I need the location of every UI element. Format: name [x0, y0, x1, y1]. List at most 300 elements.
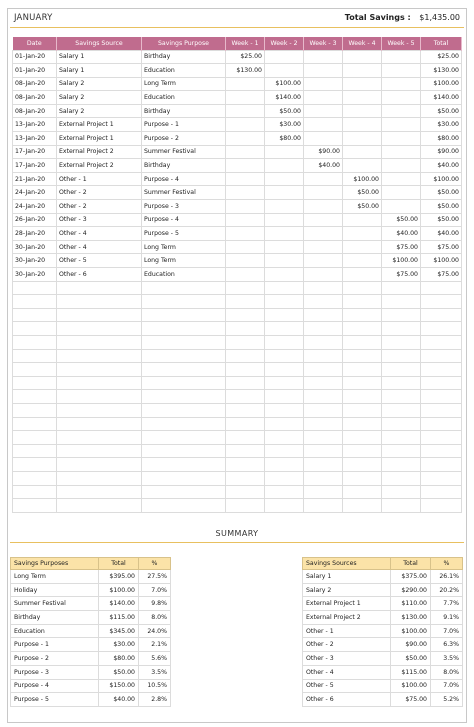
table-cell[interactable]	[343, 458, 382, 472]
table-cell[interactable]	[57, 444, 142, 458]
table-cell[interactable]	[57, 281, 142, 295]
table-cell[interactable]: $75.00	[382, 240, 421, 254]
table-cell[interactable]	[226, 499, 265, 513]
table-cell[interactable]	[304, 281, 343, 295]
table-cell[interactable]	[13, 295, 57, 309]
table-cell[interactable]: Other - 6	[57, 268, 142, 282]
table-cell[interactable]	[13, 458, 57, 472]
table-cell[interactable]: $140.00	[421, 91, 462, 105]
table-cell[interactable]	[226, 485, 265, 499]
table-cell[interactable]	[265, 322, 304, 336]
table-cell[interactable]	[421, 390, 462, 404]
table-cell[interactable]: $80.00	[265, 132, 304, 146]
table-cell[interactable]	[382, 485, 421, 499]
table-cell[interactable]	[421, 308, 462, 322]
table-cell[interactable]	[142, 322, 226, 336]
table-cell[interactable]: Education	[142, 268, 226, 282]
table-cell[interactable]	[304, 363, 343, 377]
table-cell[interactable]	[304, 77, 343, 91]
table-cell[interactable]: Other - 4	[57, 240, 142, 254]
table-cell[interactable]	[13, 417, 57, 431]
table-cell[interactable]: $50.00	[382, 213, 421, 227]
table-cell[interactable]: 08-Jan-20	[13, 77, 57, 91]
table-cell[interactable]: $25.00	[421, 50, 462, 64]
table-cell[interactable]	[382, 132, 421, 146]
table-cell[interactable]	[343, 213, 382, 227]
table-cell[interactable]	[226, 159, 265, 173]
table-cell[interactable]: $40.00	[421, 227, 462, 241]
table-cell[interactable]	[265, 254, 304, 268]
table-cell[interactable]: External Project 1	[57, 118, 142, 132]
table-cell[interactable]	[304, 240, 343, 254]
table-cell[interactable]	[304, 322, 343, 336]
table-cell[interactable]	[13, 376, 57, 390]
table-cell[interactable]: Salary 2	[57, 77, 142, 91]
table-cell[interactable]: $75.00	[421, 240, 462, 254]
table-cell[interactable]	[304, 458, 343, 472]
table-cell[interactable]	[265, 417, 304, 431]
table-cell[interactable]	[142, 349, 226, 363]
table-cell[interactable]: Purpose - 3	[142, 200, 226, 214]
table-cell[interactable]	[226, 91, 265, 105]
table-cell[interactable]: 28-Jan-20	[13, 227, 57, 241]
table-cell[interactable]: $75.00	[421, 268, 462, 282]
table-cell[interactable]	[343, 118, 382, 132]
table-cell[interactable]: Purpose - 4	[142, 172, 226, 186]
table-cell[interactable]: 01-Jan-20	[13, 50, 57, 64]
table-cell[interactable]: Salary 1	[57, 64, 142, 78]
table-cell[interactable]	[265, 240, 304, 254]
table-cell[interactable]	[57, 363, 142, 377]
table-cell[interactable]	[265, 485, 304, 499]
table-cell[interactable]	[343, 132, 382, 146]
table-cell[interactable]	[382, 281, 421, 295]
table-cell[interactable]	[304, 444, 343, 458]
table-cell[interactable]	[265, 390, 304, 404]
table-cell[interactable]	[343, 104, 382, 118]
table-cell[interactable]	[382, 335, 421, 349]
table-cell[interactable]	[265, 444, 304, 458]
table-cell[interactable]	[57, 471, 142, 485]
table-cell[interactable]	[343, 50, 382, 64]
table-cell[interactable]	[304, 308, 343, 322]
table-cell[interactable]: Salary 2	[57, 91, 142, 105]
table-cell[interactable]	[226, 132, 265, 146]
table-cell[interactable]	[226, 200, 265, 214]
table-cell[interactable]	[265, 186, 304, 200]
table-cell[interactable]: Other - 2	[57, 200, 142, 214]
table-cell[interactable]: $80.00	[421, 132, 462, 146]
table-cell[interactable]: 08-Jan-20	[13, 91, 57, 105]
table-cell[interactable]	[304, 390, 343, 404]
table-cell[interactable]	[343, 268, 382, 282]
table-cell[interactable]	[343, 471, 382, 485]
table-cell[interactable]	[343, 485, 382, 499]
table-cell[interactable]: $90.00	[421, 145, 462, 159]
table-cell[interactable]	[13, 499, 57, 513]
table-cell[interactable]	[382, 295, 421, 309]
table-cell[interactable]	[304, 376, 343, 390]
table-cell[interactable]	[382, 471, 421, 485]
table-cell[interactable]	[226, 458, 265, 472]
table-cell[interactable]: Purpose - 5	[142, 227, 226, 241]
table-cell[interactable]: $50.00	[343, 186, 382, 200]
table-cell[interactable]: 24-Jan-20	[13, 200, 57, 214]
table-cell[interactable]	[142, 390, 226, 404]
table-cell[interactable]	[343, 295, 382, 309]
table-cell[interactable]	[421, 322, 462, 336]
table-cell[interactable]: $50.00	[421, 213, 462, 227]
table-cell[interactable]	[142, 444, 226, 458]
table-cell[interactable]: $130.00	[226, 64, 265, 78]
table-cell[interactable]: Other - 3	[57, 213, 142, 227]
table-cell[interactable]	[142, 471, 226, 485]
table-cell[interactable]	[13, 322, 57, 336]
table-cell[interactable]	[382, 104, 421, 118]
table-cell[interactable]	[226, 145, 265, 159]
table-cell[interactable]	[226, 322, 265, 336]
table-cell[interactable]: Other - 4	[57, 227, 142, 241]
table-cell[interactable]: $40.00	[382, 227, 421, 241]
table-cell[interactable]: $140.00	[265, 91, 304, 105]
table-cell[interactable]	[343, 159, 382, 173]
table-cell[interactable]	[226, 431, 265, 445]
table-cell[interactable]	[265, 403, 304, 417]
table-cell[interactable]: $100.00	[382, 254, 421, 268]
table-cell[interactable]	[382, 200, 421, 214]
table-cell[interactable]: Purpose - 4	[142, 213, 226, 227]
table-cell[interactable]	[382, 322, 421, 336]
table-cell[interactable]	[382, 91, 421, 105]
table-cell[interactable]	[421, 471, 462, 485]
table-cell[interactable]	[382, 50, 421, 64]
table-cell[interactable]	[13, 403, 57, 417]
table-cell[interactable]	[382, 444, 421, 458]
table-cell[interactable]	[265, 458, 304, 472]
table-cell[interactable]	[265, 335, 304, 349]
table-cell[interactable]: Other - 1	[57, 172, 142, 186]
table-cell[interactable]	[265, 376, 304, 390]
table-cell[interactable]	[382, 64, 421, 78]
table-cell[interactable]	[382, 376, 421, 390]
table-cell[interactable]	[13, 431, 57, 445]
table-cell[interactable]: Birthday	[142, 159, 226, 173]
table-cell[interactable]	[421, 363, 462, 377]
table-cell[interactable]	[226, 295, 265, 309]
table-cell[interactable]	[226, 335, 265, 349]
table-cell[interactable]	[226, 308, 265, 322]
table-cell[interactable]	[57, 417, 142, 431]
table-cell[interactable]: Salary 1	[57, 50, 142, 64]
table-cell[interactable]	[304, 335, 343, 349]
table-cell[interactable]	[13, 471, 57, 485]
table-cell[interactable]	[13, 281, 57, 295]
table-cell[interactable]: Purpose - 1	[142, 118, 226, 132]
table-cell[interactable]	[226, 227, 265, 241]
table-cell[interactable]	[421, 335, 462, 349]
table-cell[interactable]: 13-Jan-20	[13, 118, 57, 132]
table-cell[interactable]: External Project 2	[57, 159, 142, 173]
table-cell[interactable]	[226, 444, 265, 458]
table-cell[interactable]	[265, 471, 304, 485]
table-cell[interactable]: 30-Jan-20	[13, 268, 57, 282]
table-cell[interactable]	[382, 499, 421, 513]
table-cell[interactable]	[382, 349, 421, 363]
table-cell[interactable]	[13, 349, 57, 363]
table-cell[interactable]	[382, 390, 421, 404]
table-cell[interactable]	[57, 485, 142, 499]
table-cell[interactable]	[57, 390, 142, 404]
table-cell[interactable]: $50.00	[421, 200, 462, 214]
table-cell[interactable]	[265, 363, 304, 377]
table-cell[interactable]: 17-Jan-20	[13, 145, 57, 159]
table-cell[interactable]	[421, 431, 462, 445]
table-cell[interactable]	[304, 172, 343, 186]
table-cell[interactable]	[265, 50, 304, 64]
table-cell[interactable]	[265, 499, 304, 513]
table-cell[interactable]	[304, 499, 343, 513]
table-cell[interactable]	[343, 349, 382, 363]
table-cell[interactable]	[226, 213, 265, 227]
table-cell[interactable]: 21-Jan-20	[13, 172, 57, 186]
table-cell[interactable]: $130.00	[421, 64, 462, 78]
table-cell[interactable]	[382, 159, 421, 173]
table-cell[interactable]	[304, 104, 343, 118]
table-cell[interactable]	[343, 227, 382, 241]
table-cell[interactable]	[421, 444, 462, 458]
table-cell[interactable]: 01-Jan-20	[13, 64, 57, 78]
table-cell[interactable]	[421, 376, 462, 390]
table-cell[interactable]	[304, 268, 343, 282]
table-cell[interactable]	[226, 268, 265, 282]
table-cell[interactable]	[343, 77, 382, 91]
table-cell[interactable]	[13, 363, 57, 377]
table-cell[interactable]: $100.00	[343, 172, 382, 186]
table-cell[interactable]	[382, 308, 421, 322]
table-cell[interactable]	[226, 363, 265, 377]
table-cell[interactable]: $25.00	[226, 50, 265, 64]
table-cell[interactable]	[343, 417, 382, 431]
table-cell[interactable]	[304, 50, 343, 64]
table-cell[interactable]	[304, 91, 343, 105]
table-cell[interactable]	[226, 403, 265, 417]
table-cell[interactable]	[382, 172, 421, 186]
table-cell[interactable]: $40.00	[421, 159, 462, 173]
table-cell[interactable]: 26-Jan-20	[13, 213, 57, 227]
table-cell[interactable]: $90.00	[304, 145, 343, 159]
table-cell[interactable]	[265, 213, 304, 227]
table-cell[interactable]	[265, 64, 304, 78]
table-cell[interactable]	[142, 295, 226, 309]
table-cell[interactable]	[226, 118, 265, 132]
table-cell[interactable]	[343, 240, 382, 254]
table-cell[interactable]	[226, 254, 265, 268]
table-cell[interactable]	[343, 376, 382, 390]
table-cell[interactable]: $100.00	[265, 77, 304, 91]
table-cell[interactable]	[57, 322, 142, 336]
table-cell[interactable]	[343, 431, 382, 445]
table-cell[interactable]	[142, 376, 226, 390]
table-cell[interactable]	[57, 295, 142, 309]
table-cell[interactable]	[304, 417, 343, 431]
table-cell[interactable]	[265, 227, 304, 241]
table-cell[interactable]	[57, 431, 142, 445]
table-cell[interactable]: 30-Jan-20	[13, 240, 57, 254]
table-cell[interactable]	[142, 485, 226, 499]
table-cell[interactable]: $50.00	[421, 186, 462, 200]
table-cell[interactable]	[142, 308, 226, 322]
table-cell[interactable]: Birthday	[142, 104, 226, 118]
table-cell[interactable]	[226, 376, 265, 390]
table-cell[interactable]: Purpose - 2	[142, 132, 226, 146]
table-cell[interactable]	[57, 349, 142, 363]
table-cell[interactable]	[304, 227, 343, 241]
table-cell[interactable]	[382, 363, 421, 377]
table-cell[interactable]: $30.00	[421, 118, 462, 132]
table-cell[interactable]	[226, 77, 265, 91]
table-cell[interactable]	[343, 308, 382, 322]
table-cell[interactable]: 08-Jan-20	[13, 104, 57, 118]
table-cell[interactable]	[265, 349, 304, 363]
table-cell[interactable]	[343, 403, 382, 417]
table-cell[interactable]	[304, 349, 343, 363]
table-cell[interactable]	[304, 118, 343, 132]
table-cell[interactable]	[142, 417, 226, 431]
table-cell[interactable]	[421, 349, 462, 363]
table-cell[interactable]	[382, 431, 421, 445]
table-cell[interactable]	[265, 172, 304, 186]
table-cell[interactable]	[265, 295, 304, 309]
table-cell[interactable]	[343, 499, 382, 513]
table-cell[interactable]: Other - 2	[57, 186, 142, 200]
table-cell[interactable]	[226, 240, 265, 254]
table-cell[interactable]	[343, 390, 382, 404]
table-cell[interactable]	[265, 145, 304, 159]
table-cell[interactable]	[226, 390, 265, 404]
table-cell[interactable]	[226, 281, 265, 295]
table-cell[interactable]	[343, 281, 382, 295]
table-cell[interactable]	[265, 268, 304, 282]
table-cell[interactable]	[343, 363, 382, 377]
table-cell[interactable]: $100.00	[421, 77, 462, 91]
table-cell[interactable]: $100.00	[421, 254, 462, 268]
table-cell[interactable]: $50.00	[343, 200, 382, 214]
table-cell[interactable]	[382, 118, 421, 132]
table-cell[interactable]	[265, 159, 304, 173]
table-cell[interactable]: $50.00	[265, 104, 304, 118]
table-cell[interactable]: 17-Jan-20	[13, 159, 57, 173]
table-cell[interactable]	[265, 200, 304, 214]
table-cell[interactable]	[304, 295, 343, 309]
table-cell[interactable]	[13, 485, 57, 499]
table-cell[interactable]	[13, 444, 57, 458]
table-cell[interactable]	[142, 335, 226, 349]
table-cell[interactable]	[57, 499, 142, 513]
table-cell[interactable]	[265, 281, 304, 295]
table-cell[interactable]	[57, 308, 142, 322]
table-cell[interactable]: $50.00	[421, 104, 462, 118]
table-cell[interactable]	[304, 254, 343, 268]
table-cell[interactable]: Summer Festival	[142, 145, 226, 159]
table-cell[interactable]: External Project 1	[57, 132, 142, 146]
table-cell[interactable]	[421, 417, 462, 431]
table-cell[interactable]	[421, 458, 462, 472]
table-cell[interactable]: 24-Jan-20	[13, 186, 57, 200]
table-cell[interactable]	[421, 403, 462, 417]
table-cell[interactable]	[226, 104, 265, 118]
table-cell[interactable]	[304, 200, 343, 214]
table-cell[interactable]	[13, 308, 57, 322]
table-cell[interactable]	[226, 186, 265, 200]
table-cell[interactable]	[304, 431, 343, 445]
table-cell[interactable]	[226, 349, 265, 363]
table-cell[interactable]: Salary 2	[57, 104, 142, 118]
table-cell[interactable]: Education	[142, 64, 226, 78]
table-cell[interactable]	[304, 64, 343, 78]
table-cell[interactable]	[304, 132, 343, 146]
table-cell[interactable]: Birthday	[142, 50, 226, 64]
table-cell[interactable]: Other - 5	[57, 254, 142, 268]
table-cell[interactable]	[421, 295, 462, 309]
table-cell[interactable]	[142, 363, 226, 377]
table-cell[interactable]	[343, 64, 382, 78]
table-cell[interactable]	[57, 458, 142, 472]
table-cell[interactable]	[343, 322, 382, 336]
table-cell[interactable]	[13, 390, 57, 404]
table-cell[interactable]: Summer Festival	[142, 186, 226, 200]
table-cell[interactable]: 30-Jan-20	[13, 254, 57, 268]
table-cell[interactable]	[421, 281, 462, 295]
table-cell[interactable]	[343, 444, 382, 458]
table-cell[interactable]	[382, 186, 421, 200]
table-cell[interactable]: $40.00	[304, 159, 343, 173]
table-cell[interactable]: Long Term	[142, 254, 226, 268]
table-cell[interactable]	[304, 403, 343, 417]
table-cell[interactable]: $30.00	[265, 118, 304, 132]
table-cell[interactable]	[304, 471, 343, 485]
table-cell[interactable]: Education	[142, 91, 226, 105]
table-cell[interactable]	[382, 403, 421, 417]
table-cell[interactable]: Long Term	[142, 77, 226, 91]
table-cell[interactable]	[57, 335, 142, 349]
table-cell[interactable]	[382, 77, 421, 91]
table-cell[interactable]	[304, 213, 343, 227]
table-cell[interactable]	[142, 403, 226, 417]
table-cell[interactable]	[343, 254, 382, 268]
table-cell[interactable]	[343, 335, 382, 349]
table-cell[interactable]	[57, 403, 142, 417]
table-cell[interactable]	[265, 431, 304, 445]
table-cell[interactable]: 13-Jan-20	[13, 132, 57, 146]
table-cell[interactable]	[226, 172, 265, 186]
table-cell[interactable]	[304, 186, 343, 200]
table-cell[interactable]: Long Term	[142, 240, 226, 254]
table-cell[interactable]	[13, 335, 57, 349]
table-cell[interactable]	[421, 485, 462, 499]
table-cell[interactable]	[343, 145, 382, 159]
table-cell[interactable]	[382, 458, 421, 472]
table-cell[interactable]	[142, 458, 226, 472]
table-cell[interactable]: $100.00	[421, 172, 462, 186]
table-cell[interactable]: External Project 2	[57, 145, 142, 159]
table-cell[interactable]	[343, 91, 382, 105]
table-cell[interactable]	[421, 499, 462, 513]
table-cell[interactable]	[382, 145, 421, 159]
table-cell[interactable]	[57, 376, 142, 390]
table-cell[interactable]	[142, 431, 226, 445]
table-cell[interactable]	[226, 471, 265, 485]
table-cell[interactable]	[226, 417, 265, 431]
